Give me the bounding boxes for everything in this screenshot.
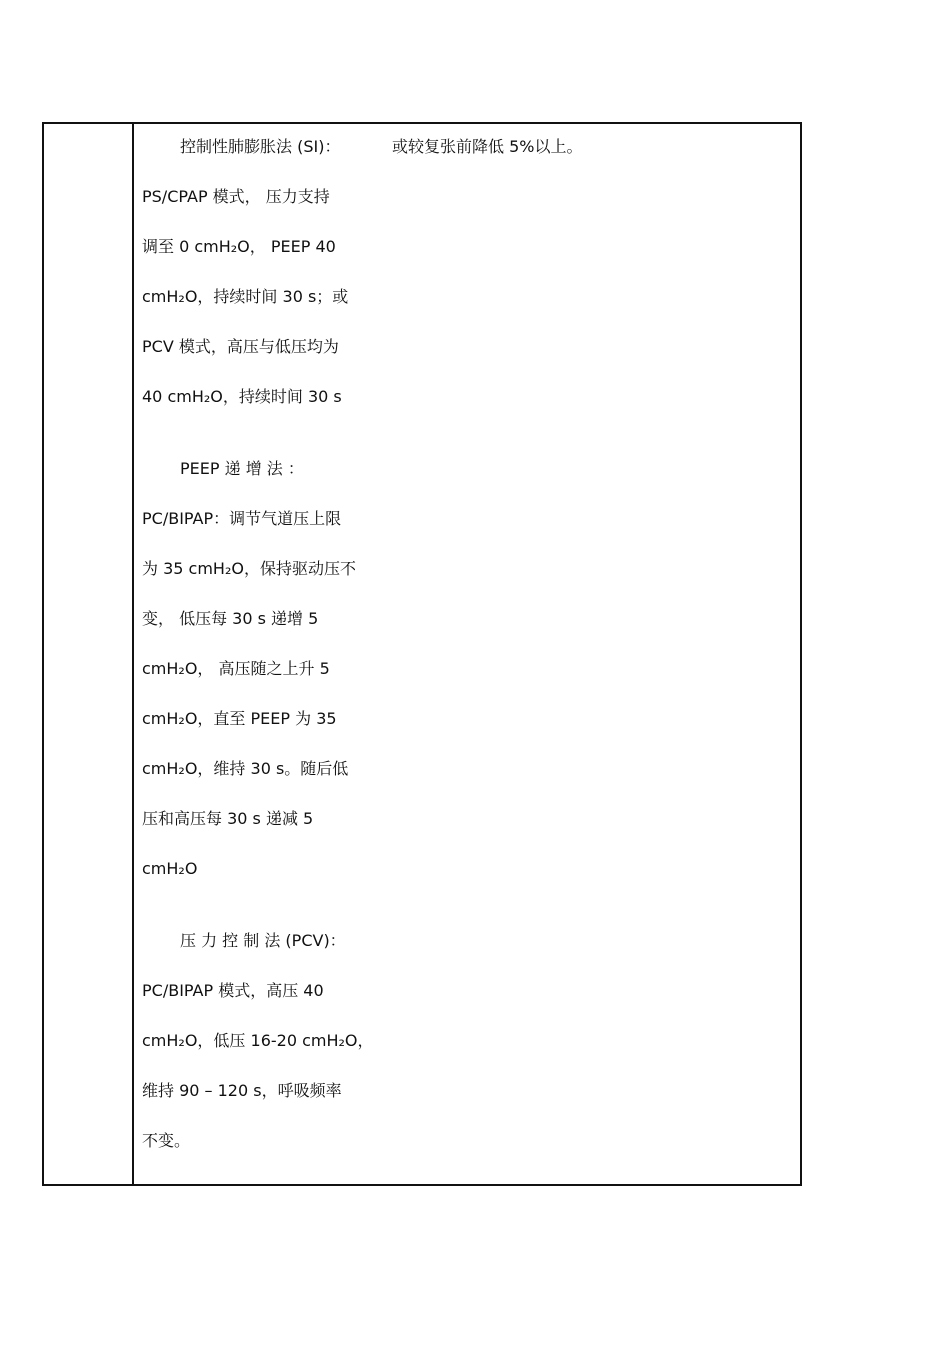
- method-line: 不变。: [142, 1131, 191, 1150]
- method-line: 变， 低压每 30 s 递增 5: [142, 609, 319, 628]
- method-line: PCV 模式，高压与低压均为: [142, 337, 339, 356]
- criteria-cell: [384, 124, 800, 1184]
- method-si-heading: 控制性肺膨胀法 (SI)：: [180, 137, 341, 156]
- method-line: 压和高压每 30 s 递减 5: [142, 809, 314, 828]
- methods-cell: [134, 124, 384, 1184]
- method-line: cmH₂O，持续时间 30 s；或: [142, 287, 349, 306]
- method-line: 40 cmH₂O，持续时间 30 s: [142, 387, 342, 406]
- method-line: 维持 90 – 120 s，呼吸频率: [142, 1081, 342, 1100]
- method-line: PC/BIPAP 模式，高压 40: [142, 981, 324, 1000]
- data-table: [42, 122, 802, 1186]
- method-line: cmH₂O，低压 16-20 cmH₂O，: [142, 1031, 374, 1050]
- criteria-text: 或较复张前降低 5%以上。: [392, 137, 583, 156]
- method-peep-heading: PEEP 递 增 法 ：: [180, 459, 304, 478]
- method-line: PC/BIPAP：调节气道压上限: [142, 509, 342, 528]
- method-line: cmH₂O， 高压随之上升 5: [142, 659, 330, 678]
- method-line: PS/CPAP 模式， 压力支持: [142, 187, 330, 206]
- method-line: cmH₂O: [142, 859, 198, 878]
- method-line: cmH₂O，维持 30 s。随后低: [142, 759, 349, 778]
- table-cell-empty: [44, 124, 132, 1184]
- method-pcv-heading: 压 力 控 制 法 (PCV)：: [180, 931, 346, 950]
- method-line: 调至 0 cmH₂O， PEEP 40: [142, 237, 336, 256]
- method-line: 为 35 cmH₂O，保持驱动压不: [142, 559, 356, 578]
- method-line: cmH₂O，直至 PEEP 为 35: [142, 709, 337, 728]
